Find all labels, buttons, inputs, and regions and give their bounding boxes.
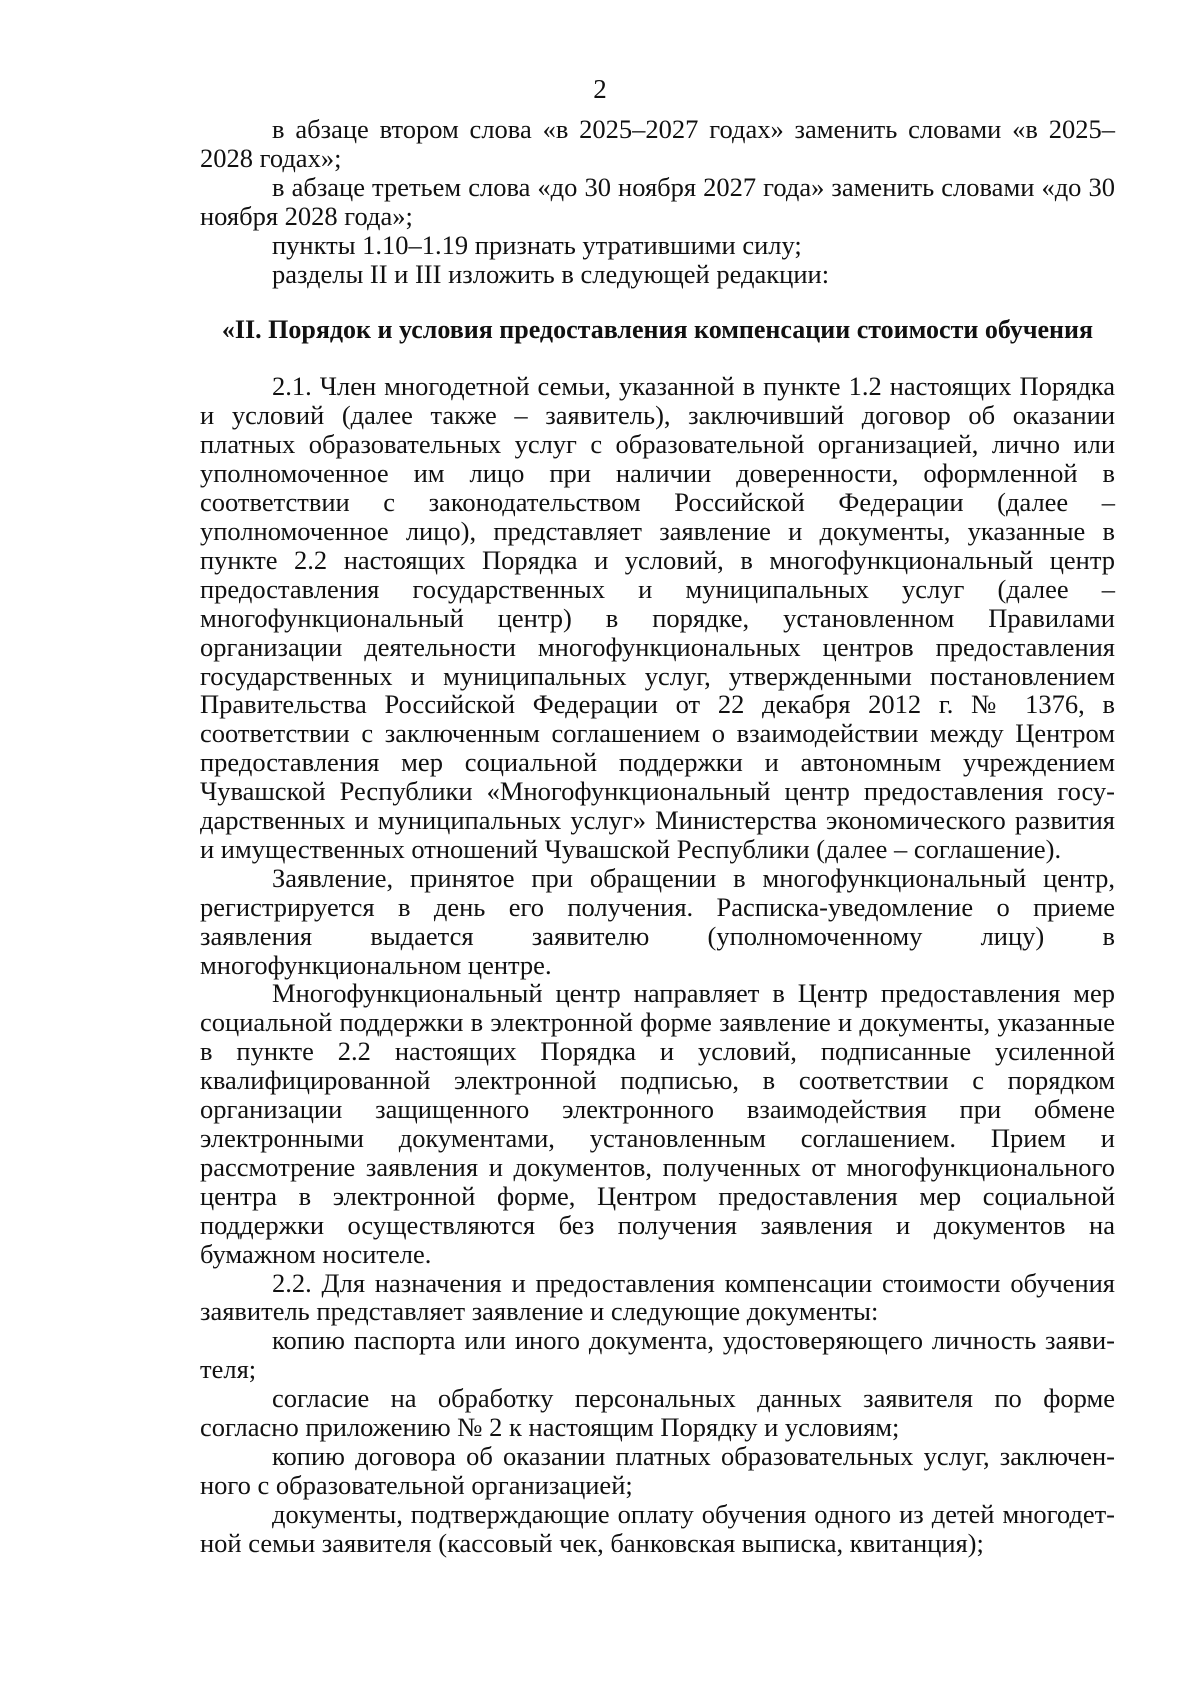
paragraph-repeal-points: пункты 1.10–1.19 признать утратившими силу; xyxy=(272,229,802,260)
paragraph-amend-second-abzac: в абзаце втором слова «в 2025–2027 годах» заменить словами «в 2025–2028 годах»; xyxy=(200,114,1115,173)
paragraph-sections-new-edition: разделы II и III изложить в следующей редакции: xyxy=(272,258,830,289)
spacer xyxy=(200,345,1115,372)
list-item-payment-documents: документы, подтверждающие оплату обучения одного из детей многодетной семьи заявителя (кассовый чек, банковская выписка, квитанция); xyxy=(200,1498,1115,1558)
list-item-contract-copy: копию договора об оказании платных образовательных услуг, заключенного с образовательной организацией; xyxy=(200,1440,1115,1500)
paragraph-application-registration: Заявление, принятое при обращении в многофункциональный центр, регистрируется в день его получения. Расписка-уведомление о приеме заявления выдается заявителю (уполномоченному лицу) в многофункциональном центре. xyxy=(200,862,1115,980)
section-heading: «II. Порядок и условия предоставления компенсации стоимости обучения xyxy=(221,315,1094,345)
document-body xyxy=(200,115,1115,1558)
paragraph-amend-third-abzac: в абзаце третьем слова «до 30 ноября 2027 года» заменить словами «до 30 ноября 2028 года»; xyxy=(200,171,1115,231)
page-number: 2 xyxy=(593,74,607,104)
list-item-personal-data-consent: согласие на обработку персональных данных заявителя по форме согласно приложению № 2 к настоящим Порядку и условиям; xyxy=(200,1383,1115,1443)
paragraph-2-1: 2.1. Член многодетной семьи, указанной в пункте 1.2 настоящих Порядка и условий (далее также – заявитель), заключивший договор об оказании платных образовательных услуг с образовательной организацией, лично или уполномоченное им лицо при наличии доверенности, оформленной в соответствии с законодательством Российской Федерации (далее – уполномоченное лицо), представляет заявление и документы, указанные в пункте 2.2 настоящих Порядка и условий, в многофункциональный центр предоставления государственных и муниципальных услуг (далее – многофункциональный центр) в порядке, установленном Правилами организации деятельности многофункциональных центров предоставления государственных и муниципальных услуг, утвержденными постановлением Правительства Российской Федерации от 22 декабря 2012 г. № 1376, в соответствии с заключенным соглашением о взаимодействии между Центром предоставления мер социальной поддержки и автономным учреждением Чувашской Республики «Многофункциональный центр предоставления государственных и муниципальных услуг» Министерства экономического развития и имущественных отношений Чувашской Республики (далее – соглашение). xyxy=(200,371,1115,864)
paragraph-2-2: 2.2. Для назначения и предоставления компенсации стоимости обучения заявитель представляет заявление и следующие документы: xyxy=(200,1267,1115,1327)
spacer xyxy=(200,288,1115,315)
paragraph-mfc-electronic-transfer: Многофункциональный центр направляет в Центр предоставления мер социальной поддержки в электронной форме заявление и документы, указанные в пункте 2.2 настоящих Порядка и условий, подписанные усиленной квалифицированной электронной подписью, в соответствии с порядком организации защищенного электронного взаимодействия при обмене электронными документами, установленным соглашением. Прием и рассмотрение заявления и документов, полученных от многофункционального центра в электронной форме, Центром предоставления мер социальной поддержки осуществляются без получения заявления и документов на бумажном носителе. xyxy=(200,978,1115,1269)
list-item-passport-copy: копию паспорта или иного документа, удостоверяющего личность заявителя; xyxy=(200,1325,1115,1385)
